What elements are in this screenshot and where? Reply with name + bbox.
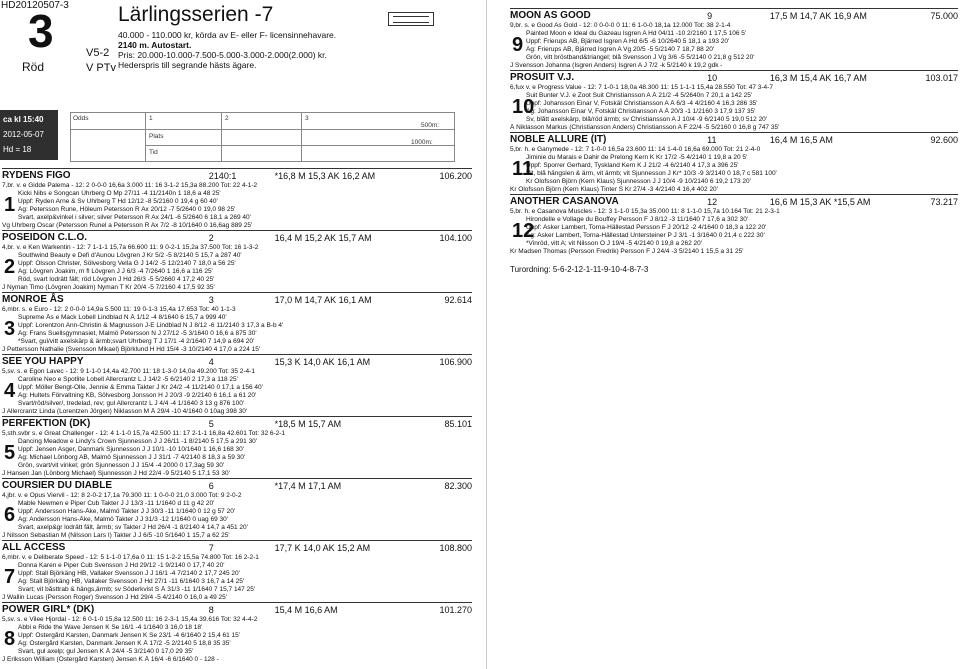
entry-line: 6,mbr. s. e Euro - 12: 2 0-0-0 14,9a 5.500 11: 19 0-1-3 15,4a 17.653 Tot: 40 1-1-3 (2, 306, 236, 313)
prize-money: 75.000 (930, 11, 958, 21)
entry-line: Vit, blå hängslen & ärm, vit ärmb; vit Sjunnesson J Kr* 10/3 -9 3/2140 0 18,7 c 581 100' (526, 170, 777, 177)
entry-line: Kicki Nibs e Songcan Uhrberg O Mp 27/11 -4 11/2140n 1 18,6 a 48 25' (18, 190, 221, 197)
post-distance: 12 (707, 197, 718, 207)
entry-line: Sv, blått axelskärp, blå/röd ärmb; sv Christiansson A J 10/4 -9 6/2140 5 19,0 512 20' (526, 116, 768, 123)
entry-line: Äg: Frans Suellsgymnasiet, Malmö Petersson N J 27/12 -5 3/1640 0 16,6 a 875 30' (18, 330, 257, 337)
prize-money: 103.017 (925, 73, 958, 83)
race-title: Lärlingsserien -7 (118, 3, 274, 26)
entry-line: Äg: Östergård Karsten, Danmark Jensen K Å 17/2 -5 2/2140 5 18,8 35 35' (18, 640, 231, 647)
tid-label: Tid (149, 149, 158, 156)
entry-line: 5,sv. s. e Egon Lavec - 12: 9 1-1-0 14,4a 42.700 11: 18 1-3-0 14,0a 49.200 Tot: 35 2-4-1 (2, 368, 255, 375)
entry-line: Äg: Frierups AB, Bjärred Isgren A Vg 20/5 -5 5/2140 7 18,7 88 20' (526, 46, 715, 53)
records: *16,8 M 15,3 AK 16,2 AM (274, 171, 376, 181)
entry-line: Kr Olofsson Björn (Kern Klaus) Sjunnesson J J 10/4 -9 10/2140 6 19,2 173 20' (526, 178, 751, 185)
entry-line: Abbi e Ride the Wave Jensen K Se 16/1 -4 1/1640 3 16,0 18 18' (18, 624, 203, 631)
entry-separator (2, 354, 472, 355)
entry-line: Jiminie du Marais e Dahir de Prelong Kern K Kr 17/2 -5 4/2140 1 19,8 a 20 5' (526, 154, 748, 161)
entry-line: J Nilsson Sebastian M (Nilsson Lars I) Takter J J 6/5 -10 5/1640 1 15,7 a 62 25' (2, 532, 230, 539)
entry-line: J Hansen Jan (Lönborg Michael) Sjunnesson J Hd 22/4 -9 5/2140 5 17,1 53 30' (2, 470, 230, 477)
post-distance: 11 (707, 135, 717, 145)
col3-label: 3 (305, 115, 309, 122)
records: 16,4 M 15,2 AK 15,7 AM (274, 233, 372, 243)
horse-entry (510, 10, 958, 70)
horse-name: MOON AS GOOD (510, 10, 591, 21)
entry-line: Grön, svart/vit vinkel; grön Sjunnesson J J 15/4 -4 2000 0 17,3ag 59 30' (18, 462, 225, 469)
horse-entry (2, 170, 472, 230)
entry-line: Vg Uhrberg Oscar (Petersson Runel a Petersson R Ax 7/2 -8 10/1640 0 16,6ag 889 25' (2, 222, 253, 229)
entry-line: J Nyman Timo (Lövgren Joakim) Nyman T Kr 20/4 -5 7/2160 4 17,5 92 35' (2, 284, 215, 291)
start-time: ca kl 15:40 (3, 115, 44, 124)
entry-line: Suit Bunter V.J. e Zoot Suit Christiansson A Å 21/2 -4 5/2640n 7 20,1 a 142 25' (526, 92, 753, 99)
bet-type: V PTv (86, 62, 116, 74)
entry-separator (2, 602, 472, 603)
entry-line: 4,br. v. e Ken Warkentin - 12: 7 1-1-1 15,7a 66.600 11: 9 0-2-1 15,2a 37.500 Tot: 16 1-3-2 (2, 244, 259, 251)
entry-separator (2, 292, 472, 293)
prize-money: 92.614 (444, 295, 472, 305)
entry-line: Svart/röd/silver/, tredelad, rev; gul Allercrantz L J 4/4 -4 1/1640 3 13 g 876 100' (18, 400, 245, 407)
entry-line: Uppf: Frierups AB, Bjärred Isgren A Hd 6/5 -6 10/2640 5 18,1 a 193 20' (526, 38, 730, 45)
records: 17,5 M 14,7 AK 16,9 AM (769, 11, 867, 21)
entry-line: Uppf: Asker Lambert, Torna-Hällestad Persson F J 20/12 -2 4/1640 0 18,3 a 122 20' (526, 224, 767, 231)
m500-label: 500m: (421, 122, 440, 129)
entry-line: 9,br. s. e Good As Gold - 12: 0 0-0-0 0 11: 6 1-0-0 18,1a 12.000 Tot: 38 2-1-4 (510, 22, 731, 29)
horse-entry (2, 418, 472, 478)
prize-money: 73.217 (930, 197, 958, 207)
bet-code: V5-2 (86, 47, 110, 59)
horse-entry (2, 480, 472, 540)
entry-line: Äg: Stall Björkäng HB, Vallaker Svensson J Hd 27/1 -11 6/1640 3 16,7 a 14 25' (18, 578, 245, 585)
start-number: 6 (4, 504, 16, 526)
entry-line: Kr Madsen Thomas (Persson Fredrik) Persson F J 24/4 -3 5/2140 1 15,5 a 31 25' (510, 248, 744, 255)
records: *17,4 M 17,1 AM (274, 481, 342, 491)
horse-name: NOBLE ALLURE (IT) (510, 134, 607, 145)
entry-line: 5,sth.svbr s. e Great Challenger - 12: 4 1-1-0 15,7a 42.500 11: 17 2-1-1 16,8a 42.601 Tot: 32 6-2-1 (2, 430, 286, 437)
entry-separator (2, 416, 472, 417)
entry-line: Svart; vit båsttrab & hängs,ärmb; sv Söderkvist S Å 31/3 -11 1/1640 7 15,7 147 25' (18, 586, 256, 593)
entry-separator (2, 540, 472, 541)
race-info-line: Hederspris till segrande hästs ägare. (118, 60, 257, 70)
prize-money: 106.900 (439, 357, 472, 367)
entry-separator (510, 8, 958, 9)
entry-line: Äg: Michael Lönborg AB, Malmö Sjunnesson J J 31/1 -7 4/2140 8 18,3 a 59 30' (18, 454, 246, 461)
start-number: 3 (4, 318, 16, 340)
post-distance: 7 (208, 543, 214, 553)
horse-entry (2, 232, 472, 292)
records: 15,3 K 14,0 AK 16,1 AM (274, 357, 371, 367)
entry-line: Supreme Ås e Mack Lobell Lindblad N Å 1/12 -4 8/1640 6 15,7 a 999 40' (18, 314, 227, 321)
prize-money: 82.300 (444, 481, 472, 491)
entry-line: Äg: Johansson Einar V, Fotskäl Christiansson A Å 20/3 -1 1/2160 3 17,9 137 35' (526, 108, 756, 115)
race-info-line: 2140 m. Autostart. (118, 40, 192, 50)
entry-line: Uppf: Ryden Arne & Sv Uhrberg T Hd 12/12 -8 5/2160 0 19,4 g 60 40' (18, 198, 218, 205)
entry-line: Äg: Asker Lambert, Torna-Hällestad Untersteiner P J 3/1 -1 3/1640 0 21,4 c 222 30' (526, 232, 765, 239)
entry-line: 6,mbr. v. e Deliberate Speed - 12: 5 1-1-0 17,6a 0 11: 15 1-2-2 15,5a 74.800 Tot: 16 2-2-1 (2, 554, 259, 561)
entry-line: Hirondelle e Vollage du Bouffey Persson F J 8/12 -3 11/1640 7 17,6 a 302 30' (526, 216, 749, 223)
horse-entry (510, 72, 958, 132)
plats-label: Plats (149, 133, 164, 140)
logo-icon (388, 12, 434, 26)
odds-label: Odds (73, 115, 89, 122)
start-number: 7 (4, 566, 16, 588)
entry-line: Uppf: Östergård Karsten, Danmark Jensen K Se 23/1 -4 6/1640 2 15,4 61 15' (18, 632, 241, 639)
records: 16,3 M 15,4 AK 16,7 AM (769, 73, 867, 83)
post-distance: 2 (208, 233, 214, 243)
entry-separator (510, 132, 958, 133)
records: 16,4 M 16,5 AM (769, 135, 833, 145)
horse-entry (2, 294, 472, 354)
post-distance: 10 (707, 73, 718, 83)
horse-name: POWER GIRL* (DK) (2, 604, 95, 615)
post-distance: 8 (208, 605, 214, 615)
records: *18,5 M 15,7 AM (274, 419, 342, 429)
horse-name: ALL ACCESS (2, 542, 66, 553)
start-number: 8 (4, 628, 16, 650)
entry-line: 5,sv. s. e Vilee Hjordal - 12: 6 0-1-0 15,8a 12.500 11: 16 2-3-1 15,4a 39.616 Tot: 32 4-4-2 (2, 616, 258, 623)
entry-separator (2, 168, 472, 169)
start-number: 10 (512, 96, 535, 118)
start-number: 9 (512, 34, 524, 56)
entry-line: 6,fux v. e Progress Value - 12: 7 1-0-1 18,0a 48.300 11: 15 1-1-1 15,4a 28.550 Tot: 47 3-4-7 (510, 84, 773, 91)
post-distance: 3 (208, 295, 214, 305)
entry-line: *Svart, gul/vitt axelskärp & ärmb;svart Uhrberg T J 17/1 -4 2/1640 7 14,9 a 694 20' (18, 338, 255, 345)
entry-line: 5,br. h. e Casanova Muscles - 12: 3 1-1-0 15,3a 35.000 11: 8 1-1-0 15,7a 10.164 Tot: 21 2-3-1 (510, 208, 780, 215)
race-date: 2012-05-07 (3, 130, 44, 139)
race-info-line: 40.000 - 110.000 kr, körda av E- eller F- licensinnehavare. (118, 30, 337, 40)
horse-entry (510, 196, 958, 256)
document-id: HD20120507-3 (1, 0, 69, 11)
records: 15,4 M 16,6 AM (274, 605, 338, 615)
horse-name: ANOTHER CASANOVA (510, 196, 619, 207)
post-distance: 5 (208, 419, 214, 429)
entry-line: Grön, vitt bröstband&triangel; blå Svensson J Vg 3/6 -5 5/2140 0 21,8 g 512 20' (526, 54, 755, 61)
entry-line: Äg: Hultets Förvaltning KB, Sölvesborg Jonsson H J 20/3 -9 2/2140 6 16,1 a 61 20' (18, 392, 257, 399)
entry-line: J Pettersson Nathalie (Svensson Mikael) Björklund H Hd 15/4 -3 10/2140 4 17,0 a 224 15' (2, 346, 261, 353)
col2-label: 2 (225, 115, 229, 122)
entry-line: Röd, svart lodrätt fält; röd Lövgren J Hd 26/3 -5 5/2660 4 17,2 40 25' (18, 276, 215, 283)
start-number: 5 (4, 442, 16, 464)
entry-line: Uppf: Möller Bengt-Olle, Jennie & Emma Takter J Kr 24/2 -4 11/2140 0 17,1 a 156 40' (18, 384, 263, 391)
horse-name: COURSIER DU DIABLE (2, 480, 113, 491)
start-number: 12 (512, 220, 535, 242)
entry-line: *Vinröd, vitt A; vit Nilsson O J 19/4 -5 4/2140 0 19,8 a 262 20' (526, 240, 703, 247)
entry-line: Painted Moon e Ideal du Gazeau Isgren A Hd 04/11 -10 2/2160 1 17,5 106 5' (526, 30, 747, 37)
post-distance: 4 (208, 357, 214, 367)
post-distance: 2140:1 (208, 171, 237, 181)
start-number: 1 (4, 194, 16, 216)
post-distance: 9 (707, 11, 713, 21)
entry-line: Uppf: Andersson Hans-Åke, Malmö Takter J J 30/3 -11 1/1640 0 12 g 57 20' (18, 508, 236, 515)
entry-separator (510, 194, 958, 195)
prize-money: 85.101 (444, 419, 472, 429)
entry-line: Äg: Lövgren Joakim, m fl Lövgren J J 6/3 -4 7/2640 1 16,6 a 116 25' (18, 268, 213, 275)
prize-money: 106.200 (439, 171, 472, 181)
horse-name: SEE YOU HAPPY (2, 356, 84, 367)
entry-line: Caroline Neo e Spotlite Lobell Allercrantz L J 14/2 -5 6/2140 2 17,3 a 118 25' (18, 376, 238, 383)
entry-line: 5,br. h. e Ganymede - 12: 7 1-0-0 16,5a 23.600 11: 14 1-4-0 16,6a 69.000 Tot: 21 2-4-0 (510, 146, 761, 153)
col1-label: 1 (149, 115, 153, 122)
entry-separator (510, 70, 958, 71)
entry-line: Mable Newmen e Piper Cub Takter J J 13/3 -11 1/1640 d 11 g 42 20' (18, 500, 215, 507)
entry-line: 4,jbr. v. e Opus Viervil - 12: 8 2-0-2 17,1a 79.300 11: 1 0-0-0 21,0 3.000 Tot: 9 2-0-2 (2, 492, 242, 499)
entry-separator (2, 478, 472, 479)
horse-name: PERFEKTION (DK) (2, 418, 91, 429)
horse-name: MONROE ÅS (2, 294, 64, 305)
prize-money: 101.270 (439, 605, 472, 615)
entry-line: Kr Olofsson Björn (Kern Klaus) Tinter S Kr 27/4 -3 4/2140 4 16,4 402 20' (510, 186, 718, 193)
entry-line: Uppf: Johansson Einar V, Fotskäl Christiansson A Å 6/3 -4 4/2160 4 16,3 286 35' (526, 100, 758, 107)
post-distance: 6 (208, 481, 214, 491)
race-info-line: Pris: 20.000-10.000-7.500-5.000-3.000-2.000(2.000) kr. (118, 50, 327, 60)
column-divider (486, 0, 487, 669)
start-number: 11 (512, 158, 534, 180)
entry-line: Svart, axelp&gr lodrätt fält, ärmb; sv Takter J Hd 26/4 -1 8/2140 4 14,7 a 451 20' (18, 524, 248, 531)
entry-line: Uppf: Sporrer Gerhard, Tyskland Kern K J 21/2 -4 6/2140 4 17,3 a 396 25' (526, 162, 739, 169)
horse-entry (2, 604, 472, 664)
start-number: 4 (4, 380, 16, 402)
entry-line: Äg: Andersson Hans-Åke, Malmö Takter J J 31/3 -12 1/1640 0 uag 69 30' (18, 516, 228, 523)
entry-line: J Eriksson William (Östergård Karsten) Jensen K Å 16/4 -6 6/1640 0 - 128 - (2, 656, 219, 663)
horse-name: RYDENS FIGO (2, 170, 71, 181)
prize-money: 108.800 (439, 543, 472, 553)
records: 16,6 M 15,3 AK *15,5 AM (769, 197, 871, 207)
entry-separator (2, 230, 472, 231)
entry-line: Svart, axelp&vinkel i silver; silver Petersson R Ax 24/1 -6 5/2640 6 18,1 a 269 40' (18, 214, 251, 221)
prize-money: 92.600 (930, 135, 958, 145)
entry-line: Uppf: Jensen Asger, Danmark Sjunnesson J J 10/1 -10 10/1640 1 16,6 168 30' (18, 446, 245, 453)
entry-line: J Allercrantz Linda (Lorentzen Jörgen) Niklasson M Å 29/4 -10 4/1640 0 10ag 398 30' (2, 408, 248, 415)
horse-entry (510, 134, 958, 194)
handicap: Hd = 18 (3, 145, 32, 154)
entry-line: Svart, gul axelp; gul Jensen K Å 24/4 -5 3/2140 0 17,0 29 35' (18, 648, 194, 655)
entry-line: Å Niklasson Markus (Christiansson Anders) Christiansson A F 22/4 -5 5/2160 0 16,8 g 747 35' (510, 124, 780, 131)
horse-name: PROSUIT V.J. (510, 72, 575, 83)
horse-entry (2, 542, 472, 602)
entry-line: J Svensson Johanna (Isgren Anders) Isgren A J 7/2 -k 5/2140 k 19,2 gdk - (510, 62, 723, 69)
turordning: Turordning: 5-6-2-12-1-11-9-10-4-8-7-3 (510, 265, 649, 274)
entry-line: Uppf: Olsson Christer, Sölvesborg Vella G J 14/2 -5 12/2140 7 18,0 a 56 25' (18, 260, 236, 267)
entry-line: Uppf: Lorentzon Ann-Christin & Magnusson J-E Lindblad N J 8/12 -6 11/2140 3 17,3 a B-b 4' (18, 322, 284, 329)
horse-entry (2, 356, 472, 416)
color-label: Röd (22, 60, 45, 74)
entry-line: Äg: Petersson Rune, Höleum Petersson R Ax 20/12 -7 5/2640 0 19,0 98 25' (18, 206, 236, 213)
start-time-box (0, 110, 58, 160)
result-grid (70, 112, 455, 162)
entry-line: Dancing Meadow e Lindy's Crown Sjunnesson J J 26/11 -1 8/2140 5 17,5 a 291 30' (18, 438, 258, 445)
entry-line: J Wallin Lucas (Persson Roger) Svensson J Hd 29/4 -5 4/2140 0 16,0 a 49 25' (2, 594, 228, 601)
entry-line: Uppf: Stall Björkäng HB, Vallaker Svensson J J 16/1 -4 7/2140 2 17,7 245 20' (18, 570, 240, 577)
entry-line: Southwind Beauty e Defi d'Aunou Lövgren J Kr 5/2 -5 8/2140 5 15,7 a 287 40' (18, 252, 242, 259)
records: 17,0 M 14,7 AK 16,1 AM (274, 295, 372, 305)
horse-name: POSEIDON C.L.O. (2, 232, 88, 243)
start-number: 2 (4, 256, 16, 278)
m1000-label: 1000m: (411, 139, 433, 146)
prize-money: 104.100 (439, 233, 472, 243)
entry-line: 7,br. v. e Gidde Palema - 12: 2 0-0-0 16,6a 3.000 11: 16 3-1-2 15,3a 88.200 Tot: 22 4-1-2 (2, 182, 258, 189)
entry-line: Donna Karen e Piper Cub Svensson J Hd 29/12 -1 9/2140 0 17,7 40 20' (18, 562, 225, 569)
records: 17,7 K 14,0 AK 15,2 AM (274, 543, 371, 553)
race-number: 3 (28, 5, 54, 57)
